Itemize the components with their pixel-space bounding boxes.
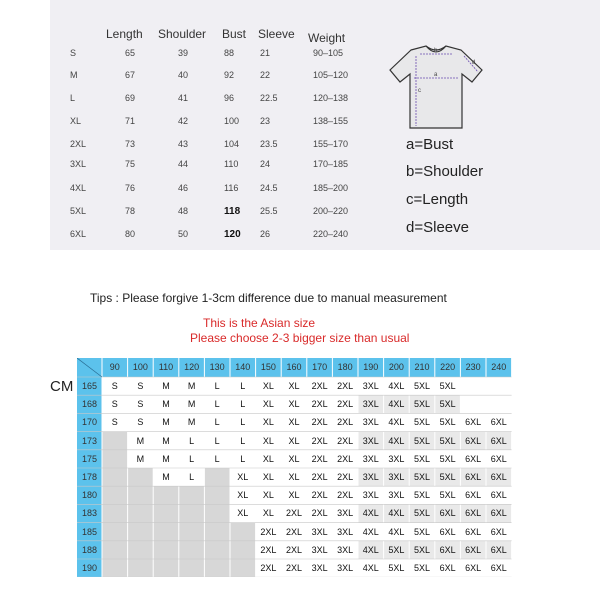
size-grid-cell: L [230,413,256,431]
size-cell-size: 2XL [70,139,87,149]
height-weight-size-grid [77,358,513,576]
weight-header: 100 [128,358,154,377]
size-grid-cell: 4XL [358,541,384,559]
unit-label: CM [50,378,74,395]
legend-shoulder: b=Shoulder [406,163,484,180]
size-grid-cell: 2XL [332,450,358,468]
size-cell-shoulder: 46 [178,183,189,193]
figure-label-d: d [472,60,476,66]
legend-bust: a=Bust [406,136,454,153]
weight-header: 120 [179,358,205,377]
size-grid-cell: L [230,395,256,413]
size-grid-cell: 4XL [384,432,410,450]
size-grid-cell: M [128,432,154,450]
size-grid-cell: 3XL [332,541,358,559]
size-grid-cell: S [128,413,154,431]
size-cell-shoulder: 42 [178,116,189,126]
size-cell-sleeve: 23.5 [260,139,278,149]
size-cell-bust: 104 [224,139,240,149]
size-grid-cell: 6XL [460,541,486,559]
size-grid-cell: 5XL [409,486,435,504]
size-grid-cell: 2XL [281,541,307,559]
size-cell-shoulder: 39 [178,48,189,58]
weight-header: 160 [281,358,307,377]
size-cell-length: 65 [125,48,136,58]
size-grid-cell: M [153,377,179,395]
size-grid-cell: M [179,395,205,413]
weight-header: 140 [230,358,256,377]
size-cell-size: L [70,93,76,103]
size-grid-cell: 2XL [307,450,333,468]
size-grid-cell: 4XL [384,413,410,431]
size-cell-bust: 100 [224,116,240,126]
size-grid-cell: 5XL [409,468,435,486]
header-sleeve: Sleeve [258,27,295,41]
size-cell-bust: 118 [224,206,241,217]
size-grid-cell: 5XL [435,377,461,395]
size-cell-sleeve: 26 [260,229,271,239]
asian-size-note: This is the Asian size [203,316,316,330]
size-grid-cell: XL [256,377,282,395]
size-cell-length: 76 [125,183,136,193]
size-cell-size: XL [70,116,82,126]
size-grid-cell: XL [256,395,282,413]
size-grid-cell: 5XL [384,559,410,577]
size-grid-cell: L [204,395,230,413]
weight-header: 240 [486,358,512,377]
size-cell-weight: 105–120 [313,70,349,80]
size-grid-cell: L [204,377,230,395]
weight-header: 180 [332,358,358,377]
size-cell-weight: 120–138 [313,93,349,103]
size-grid-cell: 6XL [435,559,461,577]
size-chart-table [50,0,600,250]
size-grid-cell: 6XL [486,413,512,431]
size-grid-cell: 2XL [307,468,333,486]
size-grid-cell: 6XL [486,432,512,450]
height-header: 170 [77,413,102,431]
size-grid-cell: 6XL [486,523,512,541]
size-grid-cell: 3XL [358,413,384,431]
size-grid-cell: 6XL [486,559,512,577]
size-grid-cell: 5XL [409,432,435,450]
size-grid-cell: S [102,395,128,413]
size-grid-cell: M [153,450,179,468]
size-row [50,93,420,115]
weight-header: 150 [256,358,282,377]
size-grid-cell: 2XL [307,432,333,450]
size-cell-shoulder: 40 [178,70,189,80]
size-cell-bust: 88 [224,48,235,58]
size-grid-cell: M [179,377,205,395]
size-grid-cell: 5XL [409,559,435,577]
size-grid-cell: S [128,395,154,413]
size-grid-cell: 2XL [281,559,307,577]
size-cell-size: 3XL [70,159,87,169]
size-grid-cell: 2XL [332,377,358,395]
size-grid-cell: 4XL [358,504,384,522]
size-cell-size: S [70,48,77,58]
size-grid-cell: 5XL [435,468,461,486]
grid-lines [77,358,512,577]
size-grid-cell: 2XL [307,413,333,431]
size-grid-cell: XL [230,504,256,522]
size-grid-cell: 4XL [358,523,384,541]
size-grid-cell: 6XL [435,523,461,541]
size-grid-cell: 5XL [435,395,461,413]
size-grid-cell: XL [256,413,282,431]
header-bust: Bust [222,27,247,41]
size-grid-cell: 6XL [460,432,486,450]
size-grid-cell: XL [281,486,307,504]
size-grid-cell: XL [281,468,307,486]
size-grid-cell: 6XL [460,413,486,431]
size-grid-cell: 2XL [307,486,333,504]
size-grid-cell: L [230,432,256,450]
size-grid-cell: XL [256,504,282,522]
size-grid-cell: L [230,450,256,468]
size-grid-cell: 3XL [384,468,410,486]
size-row [50,183,420,205]
weight-header: 230 [460,358,486,377]
size-grid-cell: M [128,450,154,468]
size-grid-cell: 6XL [460,559,486,577]
size-grid-cell: L [204,413,230,431]
size-grid-cell: 5XL [409,413,435,431]
choose-bigger-note: Please choose 2-3 bigger size than usual [190,331,410,345]
size-grid-cell: 5XL [435,432,461,450]
size-cell-weight: 185–200 [313,183,349,193]
size-grid-cell: 2XL [332,432,358,450]
size-grid-cell: L [204,432,230,450]
size-grid-cell: 3XL [332,559,358,577]
size-grid-cell: L [204,450,230,468]
size-grid-cell: 6XL [486,468,512,486]
size-grid-cell: XL [230,468,256,486]
size-cell-length: 69 [125,93,136,103]
size-grid-cell: 6XL [486,450,512,468]
size-grid-cell: M [179,413,205,431]
size-grid-cell: 3XL [358,450,384,468]
size-grid-cell: 3XL [307,559,333,577]
figure-label-a: a [434,72,438,78]
height-header: 178 [77,468,102,486]
size-grid-cell: L [179,450,205,468]
size-grid-cell: M [153,468,179,486]
size-grid-cell: 5XL [435,413,461,431]
size-cell-weight: 220–240 [313,229,349,239]
legend-sleeve: d=Sleeve [406,219,469,236]
size-cell-size: M [70,70,78,80]
size-cell-size: 5XL [70,206,87,216]
size-grid-cell: XL [256,450,282,468]
size-grid-cell: S [128,377,154,395]
size-grid-cell: 6XL [460,504,486,522]
header-weight: Weight [308,31,346,45]
size-grid-cell: 5XL [384,541,410,559]
size-cell-shoulder: 50 [178,229,189,239]
weight-header: 130 [204,358,230,377]
size-cell-length: 75 [125,159,136,169]
size-grid-cell: S [102,377,128,395]
size-cell-bust: 92 [224,70,235,80]
size-grid-cell: 6XL [486,486,512,504]
height-header: 173 [77,432,102,450]
size-grid-cell: L [179,468,205,486]
height-header: 165 [77,377,102,395]
size-cell-weight: 200–220 [313,206,349,216]
size-cell-shoulder: 48 [178,206,189,216]
size-row [50,116,420,138]
size-cell-shoulder: 43 [178,139,189,149]
size-grid-cell: 2XL [256,523,282,541]
size-row [50,159,420,181]
size-cell-sleeve: 22 [260,70,271,80]
legend-length: c=Length [406,191,469,208]
size-grid-cell: XL [281,413,307,431]
size-cell-bust: 110 [224,159,239,169]
size-grid-cell: 3XL [332,523,358,541]
size-row [50,229,420,251]
size-grid-cell: 4XL [384,377,410,395]
size-grid-cell: 2XL [307,504,333,522]
size-grid-cell: XL [281,432,307,450]
size-cell-bust: 96 [224,93,235,103]
weight-header: 190 [358,358,384,377]
size-cell-length: 80 [125,229,136,239]
measurement-tip: Tips : Please forgive 1-3cm difference due to manual measurement [90,291,447,305]
size-grid-cell: 3XL [358,377,384,395]
size-cell-weight: 138–155 [313,116,349,126]
size-cell-sleeve: 24 [260,159,271,169]
size-grid-cell: M [153,395,179,413]
size-cell-sleeve: 22.5 [260,93,278,103]
size-grid-cell: 2XL [281,523,307,541]
weight-header: 90 [102,358,128,377]
size-grid-cell: 4XL [384,504,410,522]
size-cell-weight: 90–105 [313,48,344,58]
height-header: 175 [77,450,102,468]
size-grid-cell: 3XL [384,450,410,468]
size-grid-cell: 4XL [384,523,410,541]
size-grid-cell: 6XL [460,523,486,541]
header-shoulder: Shoulder [158,27,207,41]
size-cell-sleeve: 25.5 [260,206,278,216]
size-grid-cell: 6XL [460,450,486,468]
size-cell-weight: 155–170 [313,139,349,149]
size-grid-cell: XL [256,468,282,486]
size-grid-cell: XL [256,486,282,504]
size-grid-cell: 6XL [460,486,486,504]
size-grid-cell: XL [281,377,307,395]
size-cell-size: 6XL [70,229,87,239]
size-grid-cell: XL [256,432,282,450]
size-cell-shoulder: 41 [178,93,189,103]
corner-diagonal [77,358,102,377]
size-grid-cell: 4XL [384,395,410,413]
size-grid-cell: XL [281,395,307,413]
size-grid-cell: 2XL [332,486,358,504]
size-grid-cell: 5XL [409,450,435,468]
size-grid-cell: 6XL [460,468,486,486]
size-grid-cell: 2XL [256,541,282,559]
size-grid-cell: 6XL [435,504,461,522]
size-grid-cell: 2XL [307,395,333,413]
height-header: 190 [77,559,102,577]
size-row [50,70,420,92]
size-grid-cell: L [230,377,256,395]
size-grid-cell: XL [230,486,256,504]
figure-label-c: c [418,88,421,94]
weight-header: 210 [409,358,435,377]
size-grid-cell: 2XL [307,377,333,395]
size-grid-cell: 5XL [409,395,435,413]
size-grid-cell: 3XL [307,523,333,541]
size-grid-cell: 3XL [358,486,384,504]
size-grid-cell: 5XL [409,523,435,541]
weight-header: 220 [435,358,461,377]
size-grid-cell: 5XL [409,377,435,395]
size-cell-length: 67 [125,70,136,80]
size-row [50,48,420,70]
height-header: 188 [77,541,102,559]
size-cell-shoulder: 44 [178,159,189,169]
size-grid-cell: 2XL [332,395,358,413]
size-cell-bust: 120 [224,229,241,240]
size-row [50,139,420,161]
height-header: 183 [77,504,102,522]
size-cell-sleeve: 23 [260,116,271,126]
size-chart-card [50,0,600,250]
size-cell-length: 71 [125,116,136,126]
size-cell-length: 78 [125,206,136,216]
size-cell-sleeve: 21 [260,48,271,58]
size-grid-cell: 3XL [358,468,384,486]
size-grid-cell: 4XL [358,559,384,577]
size-grid-cell: 6XL [486,541,512,559]
size-grid-cell: 2XL [332,413,358,431]
weight-header: 200 [384,358,410,377]
size-grid-cell: 6XL [486,504,512,522]
height-header: 168 [77,395,102,413]
size-grid-cell: 3XL [307,541,333,559]
size-grid-cell: M [153,432,179,450]
size-cell-weight: 170–185 [313,159,349,169]
size-row [50,206,420,228]
size-grid-cell: XL [281,450,307,468]
size-grid-cell: 5XL [409,541,435,559]
size-grid-cell: S [102,413,128,431]
size-cell-length: 73 [125,139,136,149]
size-grid-cell: 2XL [281,504,307,522]
size-grid-cell: 5XL [409,504,435,522]
header-length: Length [106,27,143,41]
size-grid-cell: 5XL [435,450,461,468]
weight-header: 110 [153,358,179,377]
size-grid-cell: 3XL [384,486,410,504]
size-grid-cell: M [153,413,179,431]
size-grid-cell: 5XL [435,486,461,504]
figure-label-b: b [434,48,438,54]
height-header: 185 [77,523,102,541]
size-cell-size: 4XL [70,183,87,193]
size-grid-cell: 3XL [332,504,358,522]
size-grid-cell: 6XL [435,541,461,559]
size-grid-cell: 3XL [358,432,384,450]
size-grid-cell: 2XL [256,559,282,577]
size-grid-cell: 3XL [358,395,384,413]
size-cell-sleeve: 24.5 [260,183,278,193]
size-cell-bust: 116 [224,183,239,193]
tshirt-diagram-icon [386,42,486,132]
size-grid-cell: 2XL [332,468,358,486]
size-grid-cell: L [179,432,205,450]
height-header: 180 [77,486,102,504]
weight-header: 170 [307,358,333,377]
